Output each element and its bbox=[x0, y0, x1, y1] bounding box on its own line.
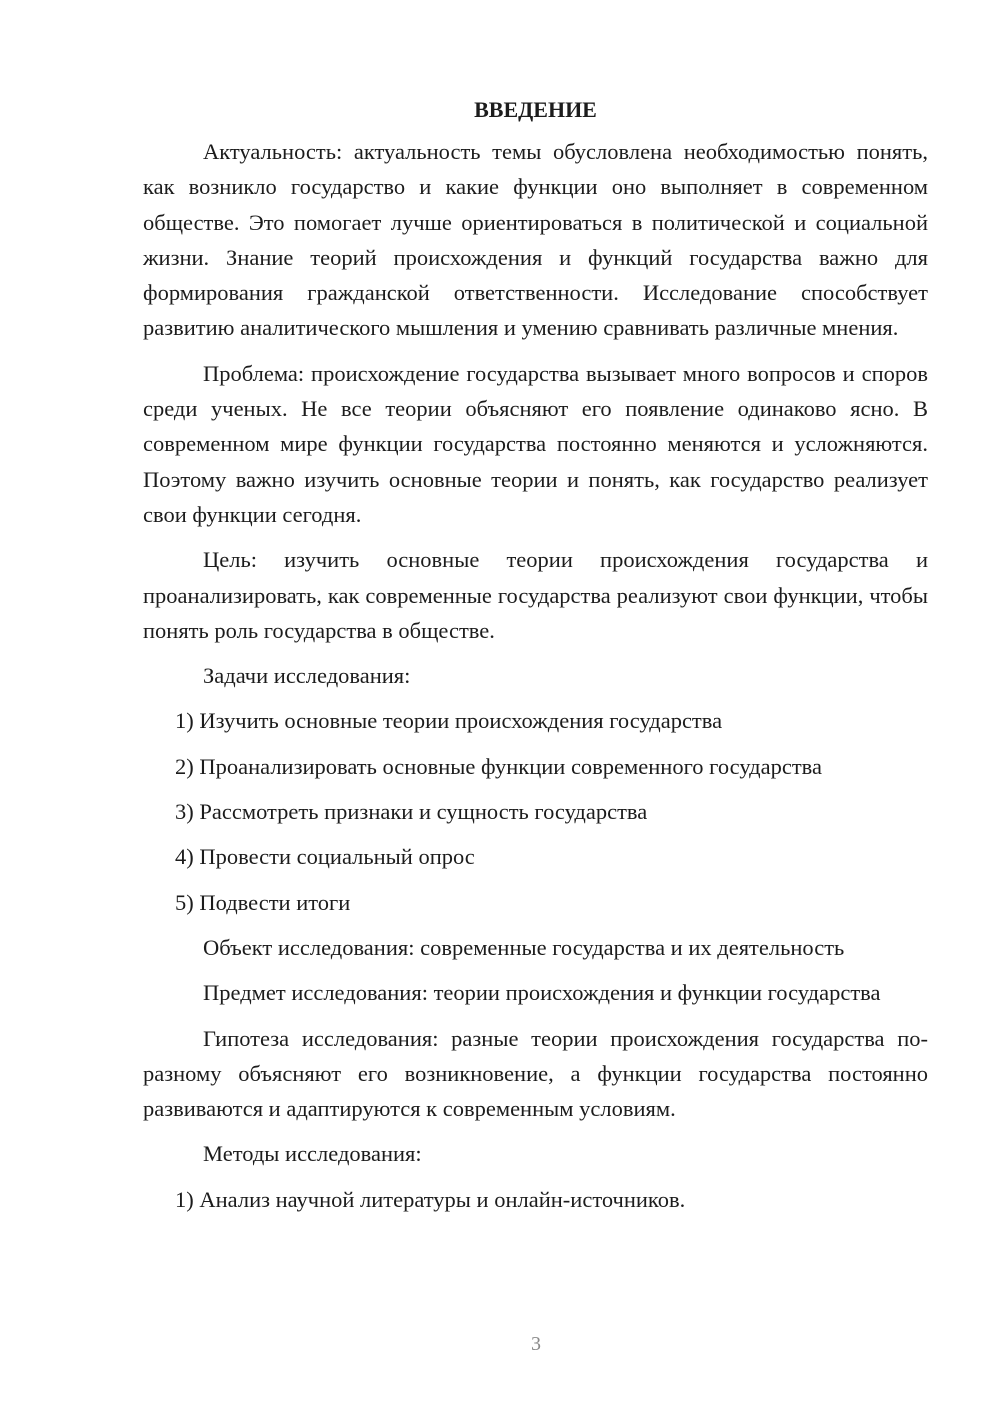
problem-paragraph: Проблема: происхождение государства вызывает много вопросов и споров среди ученых. Не все теории объясняют его появление одинаково ясно. В современном мире функции государства постоянно меняются и усложняются. Поэтому важно изучить основные теории и понять, как государство реализует свои функции сегодня. bbox=[143, 360, 928, 527]
list-item: 5) Подвести итоги bbox=[175, 889, 351, 915]
tasks-heading: Задачи исследования: bbox=[203, 663, 411, 689]
hypothesis-paragraph: Гипотеза исследования: разные теории происхождения государства по-разному объясняют его возникновение, а функции государства постоянно развиваются и адаптируются к современным условиям. bbox=[143, 1025, 928, 1122]
goal-paragraph: Цель: изучить основные теории происхождения государства и проанализировать, как современные государства реализуют свои функции, чтобы понять роль государства в обществе. bbox=[143, 547, 928, 643]
relevance-paragraph: Актуальность: актуальность темы обусловлена необходимостью понять, как возникло государство и какие функции оно выполняет в современном обществе. Это помогает лучше ориентироваться в политической и социальной жизни. Знание теорий происхождения и функций государства важно для формирования гражданской ответственности. Исследование способствует развитию аналитического мышления и умению сравнивать различные мнения. bbox=[143, 139, 928, 341]
list-item: 1) Изучить основные теории происхождения государства bbox=[175, 708, 723, 734]
methods-heading: Методы исследования: bbox=[203, 1141, 422, 1167]
page-title: ВВЕДЕНИЕ bbox=[474, 97, 597, 122]
list-item: 3) Рассмотреть признаки и сущность государства bbox=[175, 799, 648, 825]
object-paragraph: Объект исследования: современные государства и их деятельность bbox=[203, 934, 845, 960]
subject-paragraph: Предмет исследования: теории происхождения и функции государства bbox=[203, 980, 881, 1006]
list-item: 1) Анализ научной литературы и онлайн-источников. bbox=[175, 1186, 686, 1212]
list-item: 4) Провести социальный опрос bbox=[175, 844, 475, 870]
list-item: 2) Проанализировать основные функции современного государства bbox=[175, 753, 822, 779]
page-number: 3 bbox=[531, 1333, 541, 1355]
document-page bbox=[143, 95, 928, 1227]
